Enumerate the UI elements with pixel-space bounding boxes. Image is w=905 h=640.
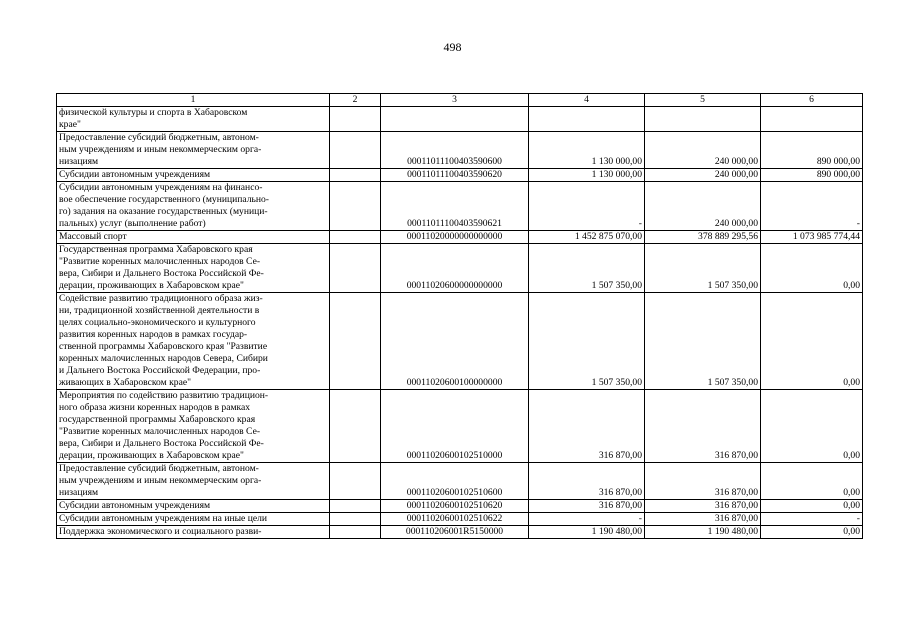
row-value4-cell: 1 130 000,00 [529,132,645,169]
row-value4-cell: 1 507 350,00 [529,244,645,293]
column-header: 4 [529,94,645,107]
row-value6-cell: 0,00 [761,500,863,513]
row-value4-cell: - [529,513,645,526]
row-col2-cell [330,132,381,169]
table-row [57,231,863,244]
row-col2-cell [330,390,381,463]
row-value6-cell: 0,00 [761,244,863,293]
column-header: 1 [57,94,330,107]
row-value6-cell: 890 000,00 [761,132,863,169]
row-value4-cell: 316 870,00 [529,463,645,500]
column-header: 3 [381,94,529,107]
row-col2-cell [330,500,381,513]
row-value4-cell: 316 870,00 [529,500,645,513]
row-col2-cell [330,244,381,293]
row-name-cell: Предоставление субсидий бюджетным, автоном- ным учреждениям и иным некоммерческим орга- низациям [57,463,330,500]
table-row [57,526,863,539]
row-col2-cell [330,463,381,500]
row-code-cell: 00011020600102510000 [381,390,529,463]
row-value5-cell [645,107,761,132]
table-row [57,500,863,513]
row-value6-cell: 0,00 [761,390,863,463]
row-code-cell [381,107,529,132]
row-name-cell: физической культуры и спорта в Хабаровском крае" [57,107,330,132]
row-code-cell: 00011020000000000000 [381,231,529,244]
table-row [57,244,863,293]
row-code-cell: 000110206001R5150000 [381,526,529,539]
row-name-cell: Массовый спорт [57,231,330,244]
row-col2-cell [330,182,381,231]
column-header: 5 [645,94,761,107]
row-code-cell: 00011011100403590621 [381,182,529,231]
row-value4-cell: - [529,182,645,231]
table-row [57,182,863,231]
row-value5-cell: 316 870,00 [645,463,761,500]
budget-table [56,93,863,539]
row-value4-cell: 1 452 875 070,00 [529,231,645,244]
row-col2-cell [330,526,381,539]
row-value4-cell: 1 130 000,00 [529,169,645,182]
row-col2-cell [330,231,381,244]
row-name-cell: Мероприятия по содействию развитию традицион- ного образа жизни коренных народов в рамках государственной программы Хабаровского края "Развитие коренных малочисленных народов Се- вера, Сибири и Дальнего Востока Российской Фе- дерации, проживающих в Хабаровском крае" [57,390,330,463]
row-col2-cell [330,169,381,182]
row-name-cell: Содействие развитию традиционного образа жиз- ни, традиционной хозяйственной деятельности в целях социально-экономического и культурного развития коренных народов в рамках государ- ственной программы Хабаровского края "Развитие коренных малочисленных народов Севера, Сибири и Дальнего Востока Российской Федерации, про- живающих в Хабаровском крае" [57,293,330,390]
row-col2-cell [330,293,381,390]
row-name-cell: Субсидии автономным учреждениям на финансо- вое обеспечение государственного (муниципально- го) задания на оказание государственных (муници- пальных) услуг (выполнение работ) [57,182,330,231]
row-code-cell: 00011020600102510600 [381,463,529,500]
row-value5-cell: 240 000,00 [645,182,761,231]
page-number: 498 [443,40,462,54]
table-row [57,293,863,390]
row-code-cell: 00011020600000000000 [381,244,529,293]
row-code-cell: 00011020600102510622 [381,513,529,526]
row-name-cell: Субсидии автономным учреждениям [57,169,330,182]
table-row [57,390,863,463]
row-name-cell: Субсидии автономным учреждениям [57,500,330,513]
row-value4-cell: 1 507 350,00 [529,293,645,390]
row-value4-cell [529,107,645,132]
column-header: 6 [761,94,863,107]
row-value4-cell: 1 190 480,00 [529,526,645,539]
table-header-row [57,94,863,107]
row-value5-cell: 378 889 295,56 [645,231,761,244]
row-value5-cell: 316 870,00 [645,500,761,513]
row-value5-cell: 1 507 350,00 [645,244,761,293]
table-row [57,169,863,182]
row-value6-cell: 1 073 985 774,44 [761,231,863,244]
row-name-cell: Субсидии автономным учреждениям на иные цели [57,513,330,526]
row-value6-cell: 0,00 [761,293,863,390]
table-row [57,107,863,132]
table-row [57,132,863,169]
row-code-cell: 00011020600102510620 [381,500,529,513]
row-col2-cell [330,513,381,526]
row-value5-cell: 240 000,00 [645,169,761,182]
row-value5-cell: 316 870,00 [645,513,761,526]
row-value5-cell: 1 507 350,00 [645,293,761,390]
table-row [57,463,863,500]
row-name-cell: Государственная программа Хабаровского края "Развитие коренных малочисленных народов Се- вера, Сибири и Дальнего Востока Российской Фе- дерации, проживающих в Хабаровском крае" [57,244,330,293]
row-value5-cell: 316 870,00 [645,390,761,463]
row-name-cell: Поддержка экономического и социального разви- [57,526,330,539]
row-col2-cell [330,107,381,132]
row-value6-cell [761,107,863,132]
row-code-cell: 00011020600100000000 [381,293,529,390]
row-value6-cell: - [761,182,863,231]
column-header: 2 [330,94,381,107]
row-name-cell: Предоставление субсидий бюджетным, автоном- ным учреждениям и иным некоммерческим орга- низациям [57,132,330,169]
row-value6-cell: - [761,513,863,526]
row-value6-cell: 890 000,00 [761,169,863,182]
row-code-cell: 00011011100403590600 [381,132,529,169]
table-row [57,513,863,526]
row-value6-cell: 0,00 [761,463,863,500]
row-value6-cell: 0,00 [761,526,863,539]
row-value5-cell: 1 190 480,00 [645,526,761,539]
row-value4-cell: 316 870,00 [529,390,645,463]
row-value5-cell: 240 000,00 [645,132,761,169]
row-code-cell: 00011011100403590620 [381,169,529,182]
